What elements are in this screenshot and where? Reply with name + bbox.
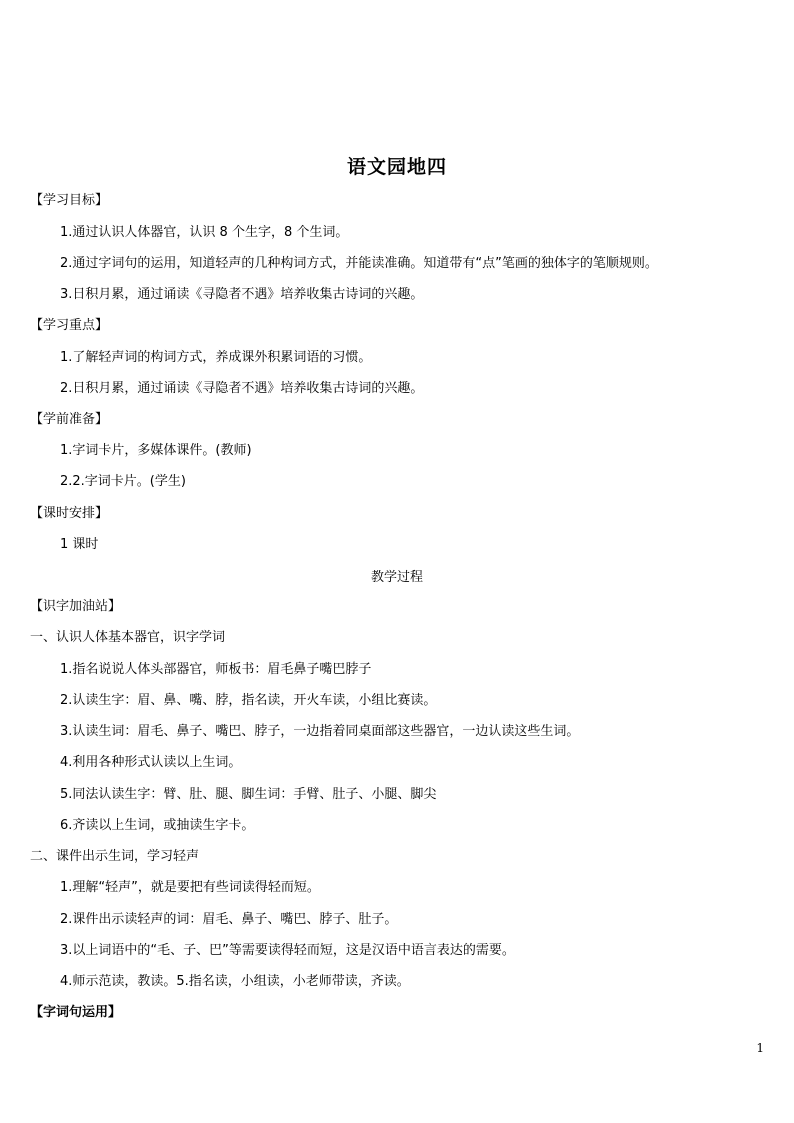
page-number: 1 (756, 1041, 764, 1055)
heading-preparation: 【学前准备】 (30, 412, 109, 427)
heading-word-usage: 【字词句运用】 (30, 1005, 122, 1020)
heading-key-points: 【学习重点】 (30, 318, 109, 333)
section-two-item-1: 1.理解“轻声”，就是要把有些词读得轻而短。 (60, 880, 320, 895)
heading-learning-goals: 【学习目标】 (30, 193, 109, 208)
schedule-item: 1 课时 (60, 537, 99, 552)
goal-item-3: 3.日积月累，通过诵读《寻隐者不遇》培养收集古诗词的兴趣。 (60, 287, 424, 302)
section-one-item-3: 3.认读生词：眉毛、鼻子、嘴巴、脖子，一边指着同桌面部这些器官，一边认读这些生词。 (60, 724, 580, 739)
heading-schedule: 【课时安排】 (30, 506, 109, 521)
section-two-item-4: 4.师示范读，教读。5.指名读，小组读，小老师带读，齐读。 (60, 974, 410, 989)
goal-item-1: 1.通过认识人体器官，认识 8 个生字，8 个生词。 (60, 225, 349, 240)
section-one-item-4: 4.利用各种形式认读以上生词。 (60, 755, 242, 770)
goal-item-2: 2.通过字词句的运用，知道轻声的几种构词方式，并能读准确。知道带有“点”笔画的独体字的笔顺规则。 (60, 256, 658, 271)
section-two-title: 二、课件出示生词，学习轻声 (30, 849, 200, 864)
key-point-item-2: 2.日积月累，通过诵读《寻隐者不遇》培养收集古诗词的兴趣。 (60, 381, 424, 396)
key-point-item-1: 1.了解轻声词的构词方式，养成课外积累词语的习惯。 (60, 350, 372, 365)
section-one-item-2: 2.认读生字：眉、鼻、嘴、脖，指名读，开火车读，小组比赛读。 (60, 693, 437, 708)
section-one-item-1: 1.指名说说人体头部器官，师板书：眉毛鼻子嘴巴脖子 (60, 662, 372, 677)
preparation-item-2: 2.2.字词卡片。(学生) (60, 474, 186, 489)
section-two-item-2: 2.课件出示读轻声的词：眉毛、鼻子、嘴巴、脖子、肚子。 (60, 912, 398, 927)
preparation-item-1: 1.字词卡片，多媒体课件。(教师) (60, 443, 252, 458)
teaching-process-subtitle: 教学过程 (370, 570, 423, 585)
section-one-item-6: 6.齐读以上生词，或抽读生字卡。 (60, 818, 255, 833)
document-title: 语文园地四 (346, 156, 447, 178)
section-one-item-5: 5.同法认读生字：臂、肚、腿、脚生词：手臂、肚子、小腿、脚尖 (60, 787, 437, 802)
heading-literacy-station: 【识字加油站】 (30, 599, 122, 614)
section-one-title: 一、认识人体基本器官，识字学词 (30, 630, 226, 645)
section-two-item-3: 3.以上词语中的“毛、子、巴”等需要读得轻而短，这是汉语中语言表达的需要。 (60, 943, 515, 958)
